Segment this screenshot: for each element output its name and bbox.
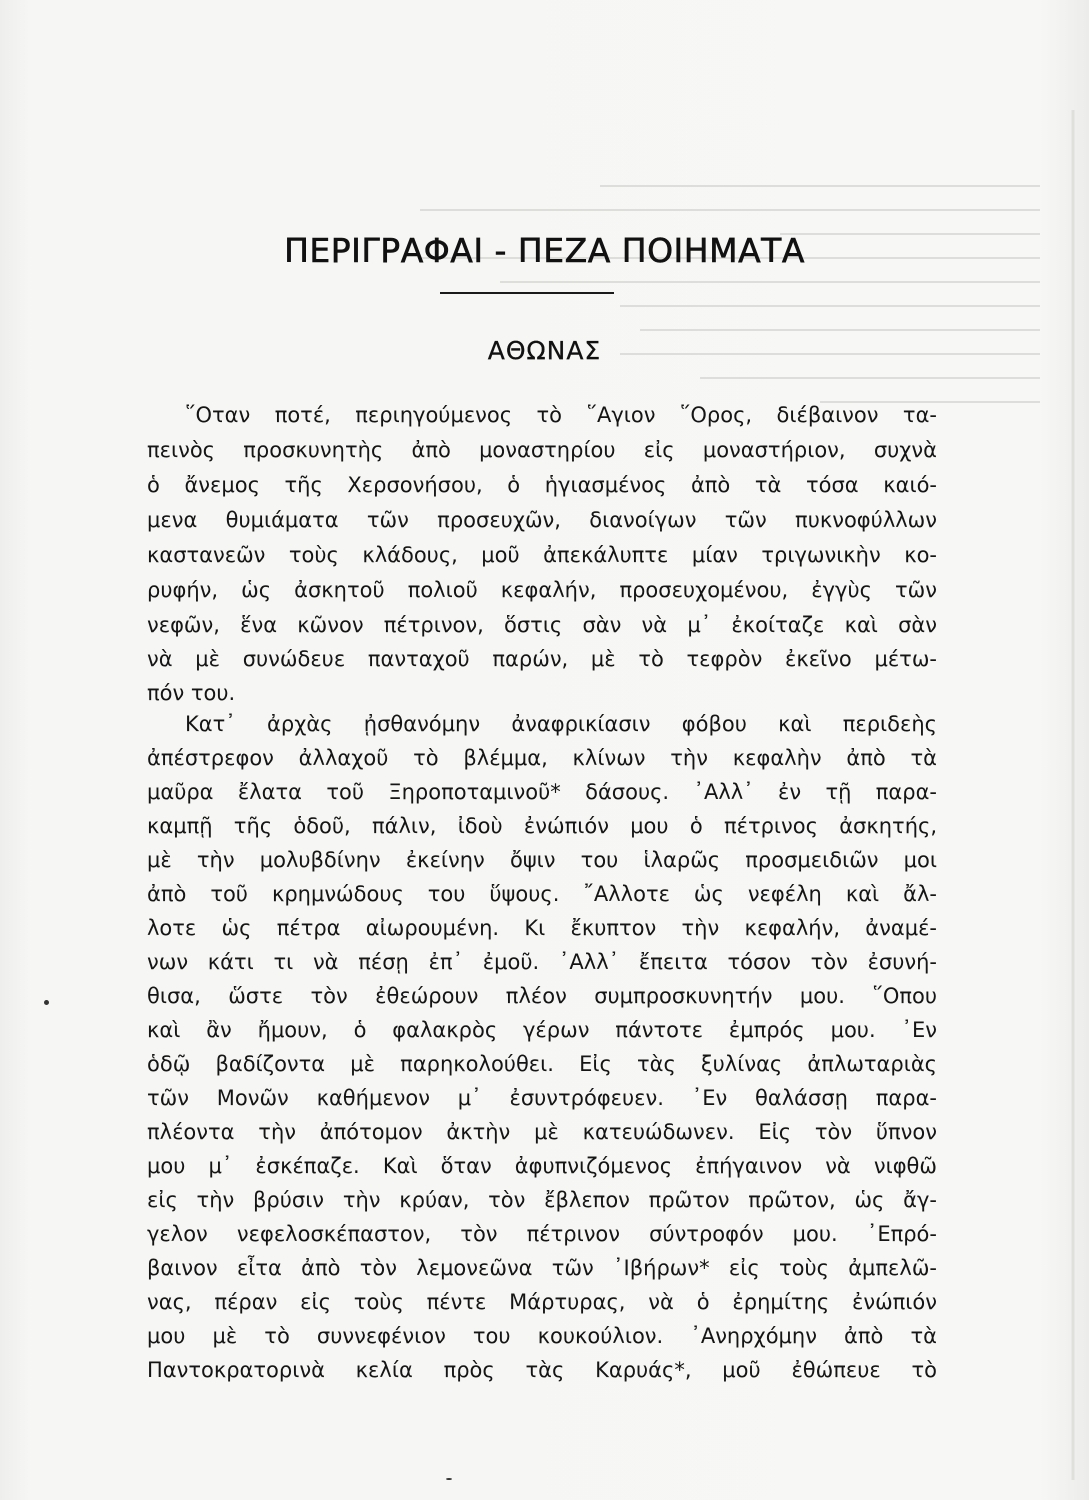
section-heading: ΑΘΩΝΑΣ (487, 336, 602, 365)
text-line: μου μὲ τὸ συννεφένιον του κουκούλιον. ᾽Ανηρχόμην ἀπὸ τὰ (147, 1324, 937, 1348)
text-line: μου μ᾽ ἐσκέπαζε. Καὶ ὅταν ἀφυπνιζόμενος ἐπήγαινον νὰ νιφθῶ (147, 1154, 937, 1178)
text-line: εἰς τὴν βρύσιν τὴν κρύαν, τὸν ἔβλεπον πρῶτον πρῶτον, ὡς ἄγ- (147, 1188, 937, 1212)
text-line: νας, πέραν εἰς τοὺς πέντε Μάρτυρας, νὰ ὁ ἐρημίτης ἐνώπιόν (147, 1290, 937, 1314)
text-line: τῶν Μονῶν καθήμενον μ᾽ ἐσυντρόφευεν. ᾽Εν θαλάσσῃ παρα- (147, 1086, 937, 1110)
title-divider (440, 292, 614, 294)
text-line: πλέοντα τὴν ἀπότομον ἀκτὴν μὲ κατευώδωνεν. Εἰς τὸν ὕπνον (147, 1120, 937, 1144)
text-line: ὁ ἄνεμος τῆς Χερσονήσου, ὁ ἡγιασμένος ἀπὸ τὰ τόσα καιό- (147, 473, 937, 497)
text-line: Κατ᾽ ἀρχὰς ᾐσθανόμην ἀναφρικίασιν φόβου καὶ περιδεὴς (185, 712, 937, 736)
text-line: καμπῇ τῆς ὁδοῦ, πάλιν, ἰδοὺ ἐνώπιόν μου ὁ πέτρινος ἀσκητής, (147, 814, 937, 838)
text-line: λοτε ὡς πέτρα αἰωρουμένη. Κι ἔκυπτον τὴν κεφαλήν, ἀναμέ- (147, 916, 937, 940)
text-line: νων κάτι τι νὰ πέσῃ ἐπ᾽ ἐμοῦ. ᾽Αλλ᾽ ἔπειτα τόσον τὸν ἐσυνή- (147, 950, 937, 974)
text-line: μενα θυμιάματα τῶν προσευχῶν, διανοίγων τῶν πυκνοφύλλων (147, 508, 937, 532)
text-line: βαινον εἶτα ἀπὸ τὸν λεμονεῶνα τῶν ᾽Ιβήρων* εἰς τοὺς ἀμπελῶ- (147, 1256, 937, 1280)
text-line: καστανεῶν τοὺς κλάδους, μοῦ ἀπεκάλυπτε μίαν τριγωνικὴν κο- (147, 543, 937, 567)
text-line: ἀπέστρεφον ἀλλαχοῦ τὸ βλέμμα, κλίνων τὴν κεφαλὴν ἀπὸ τὰ (147, 746, 937, 770)
speck (44, 1000, 49, 1005)
text-line: ῞Οταν ποτέ, περιηγούμενος τὸ ῞Αγιον ῞Ορος, διέβαινον τα- (185, 403, 937, 427)
text-line: πόν του. (147, 681, 236, 705)
text-line: νὰ μὲ συνώδευε πανταχοῦ παρών, μὲ τὸ τεφρὸν ἐκεῖνο μέτω- (147, 647, 937, 671)
text-line: πεινὸς προσκυνητὴς ἀπὸ μοναστηρίου εἰς μοναστήριον, συχνὰ (147, 438, 937, 462)
text-line: καὶ ἂν ἤμουν, ὁ φαλακρὸς γέρων πάντοτε ἐμπρός μου. ᾽Εν (147, 1018, 937, 1042)
text-line: νεφῶν, ἕνα κῶνον πέτρινον, ὅστις σὰν νὰ μ᾽ ἐκοίταζε καὶ σὰν (147, 613, 937, 637)
speck (446, 1478, 452, 1480)
text-line: Παντοκρατορινὰ κελία πρὸς τὰς Καρυάς*, μοῦ ἐθώπευε τὸ (147, 1358, 937, 1382)
text-line: ἀπὸ τοῦ κρημνώδους του ὕψους. ῎Αλλοτε ὡς νεφέλη καὶ ἄλ- (147, 882, 937, 906)
text-line: θισα, ὥστε τὸν ἐθεώρουν πλέον συμπροσκυνητήν μου. ῞Οπου (147, 984, 937, 1008)
page-title: ΠΕΡΙΓΡΑΦΑΙ - ΠΕΖΑ ΠΟΙΗΜΑΤΑ (284, 231, 805, 270)
text-line: ὁδῷ βαδίζοντα μὲ παρηκολούθει. Εἰς τὰς ξυλίνας ἀπλωταριὰς (147, 1052, 937, 1076)
text-line: μαῦρα ἔλατα τοῦ Ξηροποταμινοῦ* δάσους. ᾽Αλλ᾽ ἐν τῇ παρα- (147, 780, 937, 804)
text-line: γελον νεφελοσκέπαστον, τὸν πέτρινον σύντροφόν μου. ᾽Επρό- (147, 1222, 937, 1246)
text-line: μὲ τὴν μολυβδίνην ἐκείνην ὄψιν του ἱλαρῶς προσμειδιῶν μοι (147, 848, 937, 872)
text-line: ρυφήν, ὡς ἀσκητοῦ πολιοῦ κεφαλήν, προσευχομένου, ἐγγὺς τῶν (147, 578, 937, 602)
